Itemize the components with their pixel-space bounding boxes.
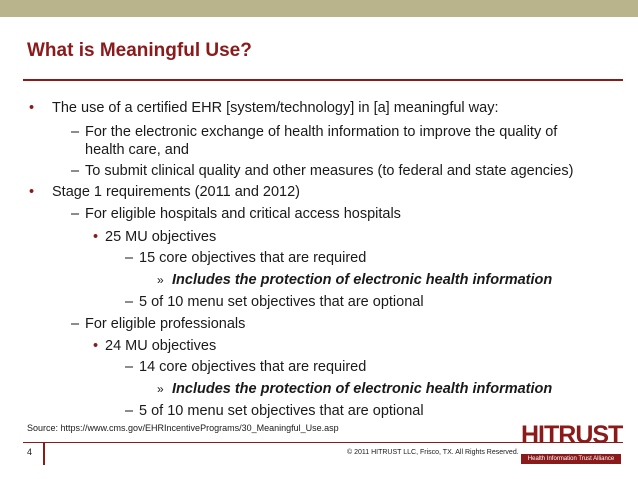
level5-text: Includes the protection of electronic health information	[172, 272, 553, 288]
level4-text: 5 of 10 menu set objectives that are optional	[139, 403, 424, 419]
bullet-text: The use of a certified EHR [system/technology] in [a] meaningful way:	[52, 100, 499, 116]
raquo-marker: »	[157, 273, 164, 287]
dash-marker: –	[71, 124, 80, 140]
hitrust-logo	[521, 421, 621, 467]
sub-bullet-continuation: health care, and	[85, 142, 189, 158]
source-citation: Source: https://www.cms.gov/EHRIncentivePrograms/30_Meaningful_Use.asp	[27, 423, 339, 433]
level3-text: 24 MU objectives	[105, 338, 217, 354]
title-divider	[23, 79, 623, 81]
level4-text: 15 core objectives that are required	[139, 250, 367, 266]
bullet-marker: •	[93, 338, 99, 354]
dash-marker: –	[71, 206, 80, 222]
bullet-marker: •	[93, 229, 99, 245]
sub-bullet-text: For eligible hospitals and critical access hospitals	[85, 206, 401, 222]
dash-marker: –	[71, 316, 80, 332]
level4-text: 5 of 10 menu set objectives that are optional	[139, 294, 424, 310]
raquo-marker: »	[157, 382, 164, 396]
level4-text: 14 core objectives that are required	[139, 359, 367, 375]
bullet-marker: •	[29, 100, 35, 116]
top-banner	[0, 0, 638, 17]
page-number: 4	[27, 447, 33, 457]
slide-title: What is Meaningful Use?	[27, 40, 252, 61]
sub-bullet-text: For eligible professionals	[85, 316, 246, 332]
level3-text: 25 MU objectives	[105, 229, 217, 245]
dash-marker: –	[125, 359, 134, 375]
level5-text: Includes the protection of electronic health information	[172, 381, 553, 397]
dash-marker: –	[125, 403, 134, 419]
bullet-text: Stage 1 requirements (2011 and 2012)	[52, 184, 301, 200]
logo-wordmark: HITRUST	[521, 421, 623, 449]
dash-marker: –	[125, 250, 134, 266]
sub-bullet-text: For the electronic exchange of health information to improve the quality of	[85, 124, 558, 140]
dash-marker: –	[125, 294, 134, 310]
page-number-bar	[43, 443, 45, 465]
dash-marker: –	[71, 163, 80, 179]
copyright-notice: © 2011 HITRUST LLC, Frisco, TX. All Rights Reserved.	[347, 449, 519, 456]
sub-bullet-text: To submit clinical quality and other measures (to federal and state agencies)	[85, 163, 574, 179]
bullet-marker: •	[29, 184, 35, 200]
logo-tagline: Health Information Trust Alliance	[521, 454, 621, 464]
